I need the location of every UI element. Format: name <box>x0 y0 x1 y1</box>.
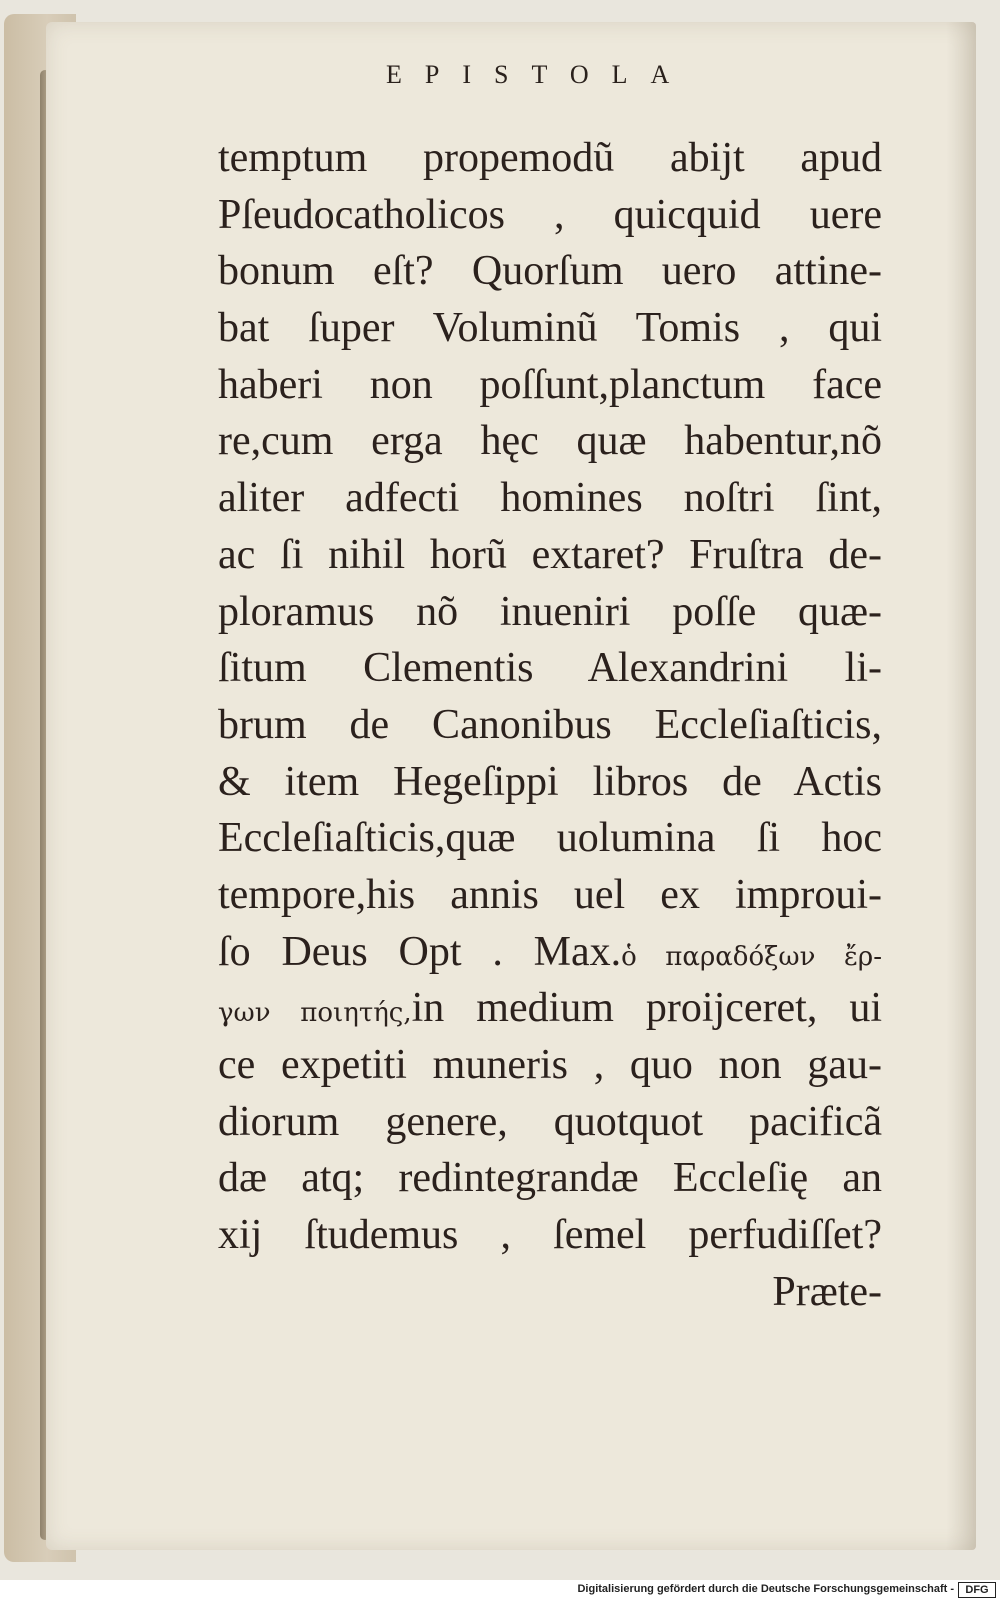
digitization-footer <box>0 1580 1000 1601</box>
text-line: temptum propemodũ abijt apud <box>218 135 882 181</box>
text-line: ce expetiti muneris , quo non gau- <box>218 1042 882 1088</box>
text-line: re,cum erga hęc quæ habentur,nõ <box>218 418 882 465</box>
text-line: ſitum Clementis Alexandrini li- <box>218 645 882 692</box>
text-line: & item Hegeſippi libros de Actis <box>218 758 882 805</box>
text-line: brum de Canonibus Eccleſiaſticis, <box>218 701 882 748</box>
greek-text: γων ποιητής, <box>218 998 412 1029</box>
text-line: xij ſtudemus , ſemel perfudiſſet? <box>218 1212 882 1259</box>
text-line: bonum eſt? Quorſum uero attine- <box>218 248 882 295</box>
text-line: haberi non poſſunt,planctum face <box>218 361 882 408</box>
text-line: aliter adfecti homines noſtri ſint, <box>218 475 882 522</box>
text-line-with-greek <box>218 924 882 981</box>
text-line-with-greek <box>218 980 882 1037</box>
running-header: EPISTOLA <box>386 60 693 89</box>
body-text <box>218 130 882 1320</box>
text-line: bat ſuper Voluminũ Tomis , qui <box>218 305 882 352</box>
page-shadow <box>946 22 976 1550</box>
dfg-logo: DFG <box>958 1582 996 1598</box>
text-line: Eccleſiaſticis,quæ uolumina ſi hoc <box>218 815 882 862</box>
footer-credit: Digitalisierung gefördert durch die Deutsche Forschungsgemeinschaft - <box>577 1583 954 1595</box>
text-fragment: in medium proijceret, ui <box>411 985 882 1032</box>
text-line: diorum genere, quotquot pacificã <box>218 1098 882 1145</box>
text-fragment: ſo Deus Opt . Max. <box>218 928 622 975</box>
catchword: Præte- <box>772 1268 882 1315</box>
greek-text: ὁ παραδόξων ἔρ- <box>621 941 882 972</box>
text-line: dæ atq; redintegrandæ Eccleſię an <box>218 1155 882 1202</box>
text-line: Pſeudocatholicos , quicquid uere <box>218 191 882 238</box>
text-line: tempore,his annis uel ex improui- <box>218 871 882 918</box>
text-line: ac ſi nihil horũ extaret? Fruſtra de- <box>218 531 882 578</box>
text-line: ploramus nõ inueniri poſſe quæ- <box>218 588 882 635</box>
